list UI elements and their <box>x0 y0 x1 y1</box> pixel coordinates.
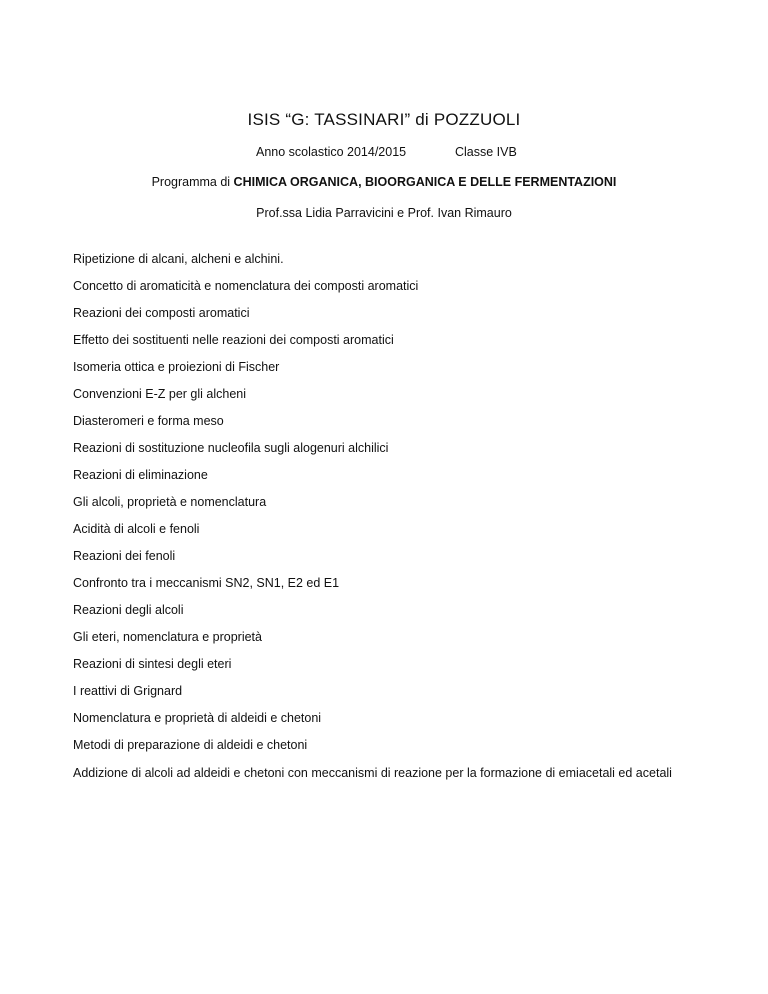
topic-list <box>73 252 683 781</box>
topic-item: Reazioni dei fenoli <box>73 549 176 563</box>
topic-item: Reazioni di sostituzione nucleofila sugli alogenuri alchilici <box>73 441 389 455</box>
topic-item: Confronto tra i meccanismi SN2, SN1, E2 ed E1 <box>73 576 340 590</box>
topic-item: Reazioni di sintesi degli eteri <box>73 657 232 671</box>
teachers-line: Prof.ssa Lidia Parravicini e Prof. Ivan Rimauro <box>256 206 512 220</box>
topic-item: Acidità di alcoli e fenoli <box>73 522 200 536</box>
topic-item: Effetto dei sostituenti nelle reazioni dei composti aromatici <box>73 333 394 347</box>
topic-item: Metodi di preparazione di aldeidi e chetoni <box>73 738 308 752</box>
topic-item: Reazioni dei composti aromatici <box>73 306 250 320</box>
school-year: Anno scolastico 2014/2015 <box>256 145 407 159</box>
topic-item: Addizione di alcoli ad aldeidi e chetoni con meccanismi di reazione per la formazione di emiacetali ed acetali <box>73 766 672 780</box>
topic-item: Gli alcoli, proprietà e nomenclatura <box>73 495 267 509</box>
topic-item: Concetto di aromaticità e nomenclatura dei composti aromatici <box>73 279 419 293</box>
school-title: ISIS “G: TASSINARI” di POZZUOLI <box>247 110 521 129</box>
topic-item: I reattivi di Grignard <box>73 684 183 698</box>
topic-item: Isomeria ottica e proiezioni di Fischer <box>73 360 280 374</box>
topic-item: Reazioni di eliminazione <box>73 468 208 482</box>
topic-item: Nomenclatura e proprietà di aldeidi e chetoni <box>73 711 322 725</box>
class-label: Classe IVB <box>455 145 517 159</box>
topic-item: Reazioni degli alcoli <box>73 603 184 617</box>
program-subject: CHIMICA ORGANICA, BIOORGANICA E DELLE FERMENTAZIONI <box>233 175 617 189</box>
topic-item: Diasteromeri e forma meso <box>73 414 224 428</box>
topic-item: Ripetizione di alcani, alcheni e alchini. <box>73 252 284 266</box>
topic-item: Convenzioni E-Z per gli alcheni <box>73 387 247 401</box>
program-heading <box>0 175 768 189</box>
topic-item: Gli eteri, nomenclatura e proprietà <box>73 630 262 644</box>
program-prefix: Programma di <box>151 175 234 189</box>
